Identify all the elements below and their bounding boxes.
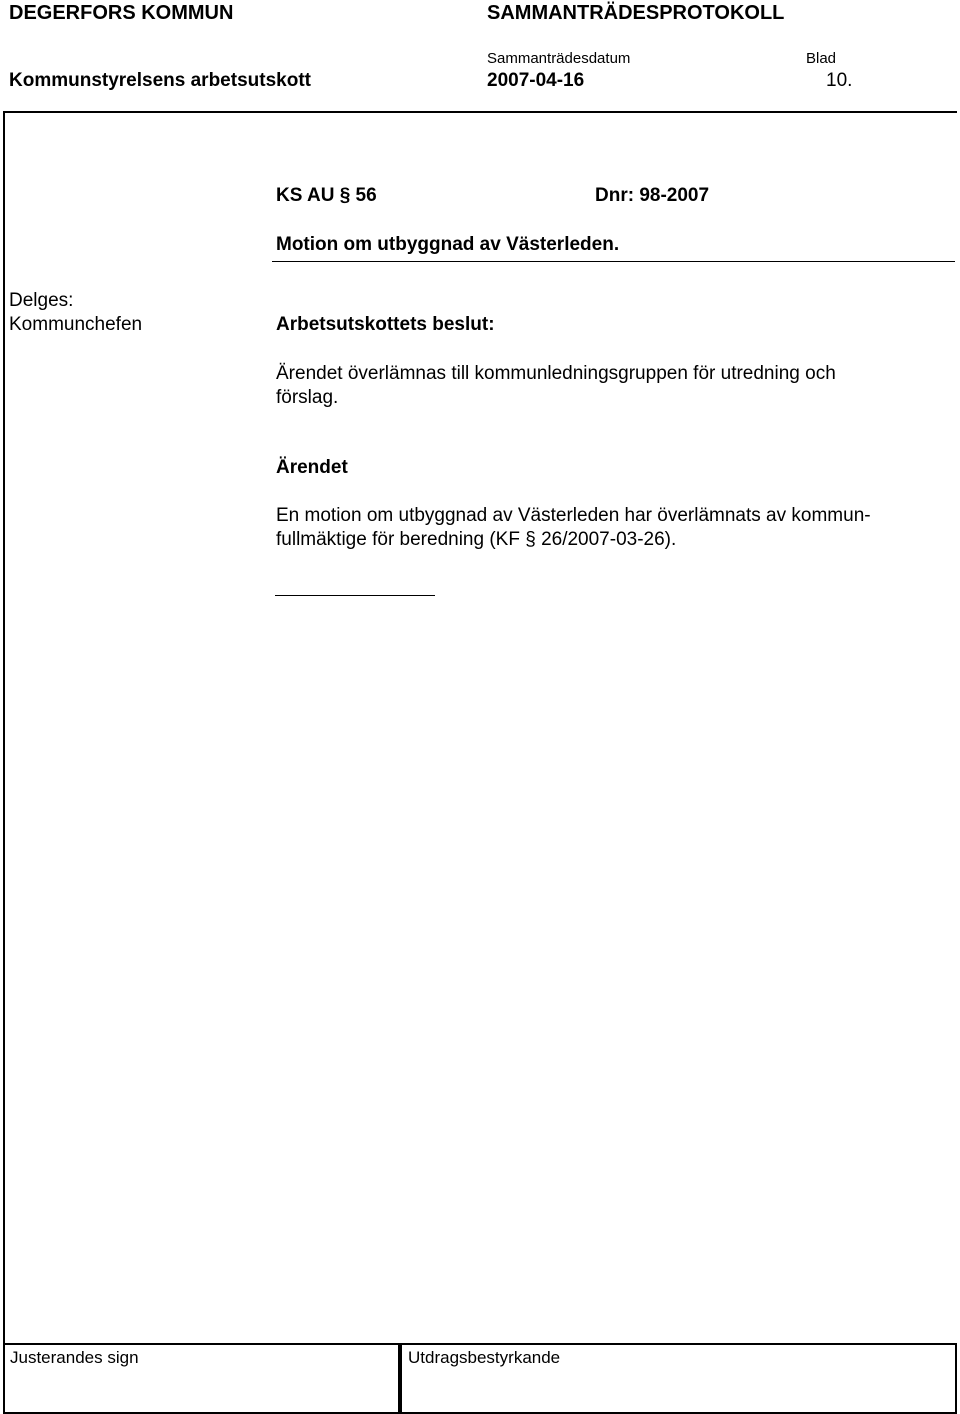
page-label: Blad [806,50,837,67]
distribution-recipient: Kommunchefen [9,314,143,335]
utdrag-label: Utdragsbestyrkande [408,1348,561,1367]
distribution-label: Delges: [9,290,74,311]
organization-name: DEGERFORS KOMMUN [9,2,234,24]
content-frame [3,111,957,1343]
meeting-date: 2007-04-16 [487,70,585,91]
case-title: Motion om utbyggnad av Västerleden. [276,234,620,255]
meeting-date-label: Sammanträdesdatum [487,50,631,67]
case-dnr: Dnr: 98-2007 [595,185,710,206]
decision-line-1: Ärendet överlämnas till kommunledningsgruppen för utredning och [276,363,836,384]
justering-label: Justerandes sign [10,1348,139,1367]
committee-name: Kommunstyrelsens arbetsutskott [9,70,311,91]
end-rule [275,595,435,596]
matter-line-1: En motion om utbyggnad av Västerleden har överlämnats av kommun- [276,505,871,526]
decision-line-2: förslag. [276,387,339,408]
case-number: KS AU § 56 [276,185,377,206]
page-number: 10. [826,70,853,91]
decision-heading: Arbetsutskottets beslut: [276,314,495,335]
document-type: SAMMANTRÄDESPROTOKOLL [487,2,785,24]
matter-heading: Ärendet [276,457,348,478]
case-title-rule [272,261,955,262]
matter-line-2: fullmäktige för beredning (KF § 26/2007-03-26). [276,529,677,550]
